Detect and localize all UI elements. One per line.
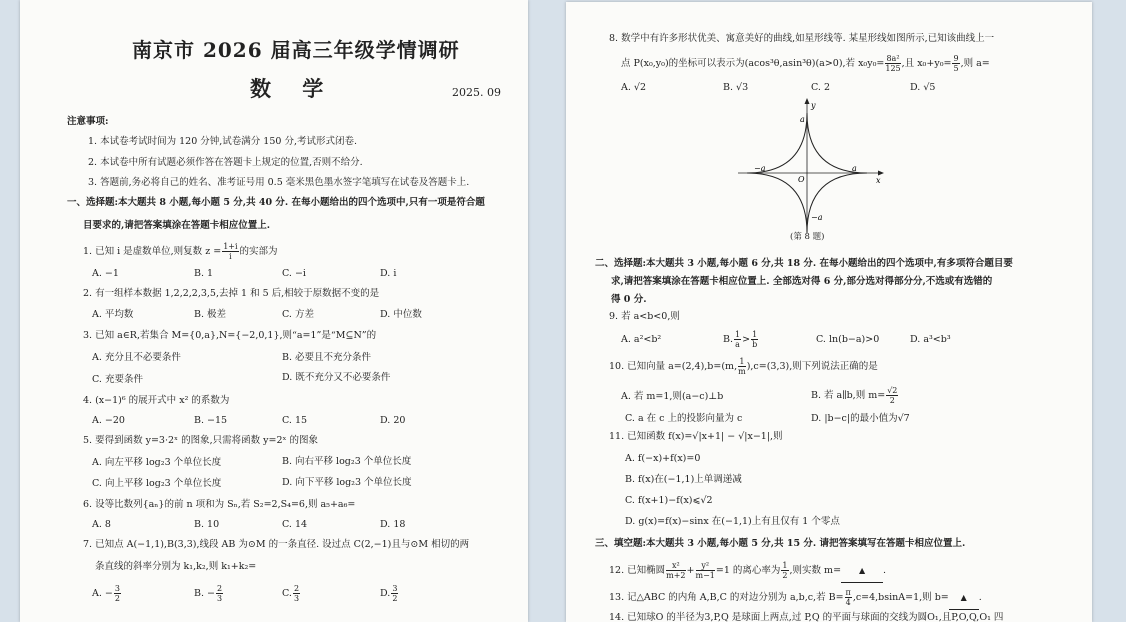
q5-option-a: A. 向左平移 log₂3 个单位长度 [92, 457, 222, 468]
bottom-neg-a-label: −a [811, 213, 823, 222]
fraction: $\frac{1+i}{i}$ [223, 242, 238, 261]
note-item: 1. 本试卷考试时间为 120 分钟,试卷满分 150 分,考试形式闭卷. [88, 136, 357, 147]
q1-option-c: C. −i [282, 268, 306, 279]
q7-option-b: B. − $\frac{2}{3}$ [194, 584, 223, 603]
q1-option-d: D. i [380, 268, 397, 279]
section1-heading-cont: 目要求的,请把答案填涂在答题卡相应位置上. [83, 220, 271, 231]
section3-heading: 三、填空题:本大题共 3 小题,每小题 5 分,共 15 分. 请把答案填写在答题卡相应位置上. [595, 538, 966, 549]
q5-option-b: B. 向右平移 log₂3 个单位长度 [282, 456, 412, 467]
x-axis-arrow [878, 171, 884, 176]
q4-option-d: D. 20 [380, 415, 406, 426]
q3-option-a: A. 充分且不必要条件 [92, 352, 181, 363]
question-7-stem-cont: 条直线的斜率分别为 k₁,k₂,则 k₁+k₂= [95, 561, 257, 572]
note-item: 3. 答题前,务必将自己的姓名、准考证号用 0.5 毫米黑色墨水签字笔填写在试卷及答题卡上. [88, 177, 470, 188]
astroid-figure [736, 96, 886, 236]
question-8-stem-cont: 点 P(x₀,y₀)的坐标可以表示为(acos³θ,asin³θ)(a>0),若 x₀y₀= $\frac{\text{8a²}}{125}$ ,且 x₀+y₀= $\frac{9}{5}$ ,则 a= [621, 54, 990, 73]
y-label: y [811, 101, 816, 110]
q2-option-a: A. 平均数 [92, 309, 134, 320]
q9-option-d: D. a³<b³ [910, 334, 951, 345]
q8-option-a: A. √2 [621, 82, 646, 93]
question-8-stem: 8. 数学中有许多形状优美、寓意美好的曲线,如星形线等. 某星形线如图所示,已知该曲线上一 [609, 33, 995, 44]
exam-page-2 [566, 2, 1092, 622]
q5-option-c: C. 向上平移 log₂3 个单位长度 [92, 478, 222, 489]
q3-option-c: C. 充要条件 [92, 374, 143, 385]
notes-heading: 注意事项: [67, 116, 109, 127]
question-13-stem: 13. 记△ABC 的内角 A,B,C 的对边分别为 a,b,c,若 B= $\frac{\pi}{4}$ ,c=4,bsinA=1,则 b= ▲ . [609, 587, 982, 610]
q6-option-c: C. 14 [282, 519, 308, 530]
section1-heading: 一、选择题:本大题共 8 小题,每小题 5 分,共 40 分. 在每小题给出的四个选项中,只有一项是符合题 [67, 197, 485, 208]
top-a-label: a [800, 115, 805, 124]
origin-label: O [798, 175, 805, 184]
q11-option-b: B. f(x)在(−1,1)上单调递减 [625, 474, 742, 485]
note-item: 2. 本试卷中所有试题必须作答在答题卡上规定的位置,否则不给分. [88, 157, 363, 168]
question-9-stem: 9. 若 a<b<0,则 [609, 311, 680, 322]
q6-option-b: B. 10 [194, 519, 220, 530]
q9-option-c: C. ln(b−a)>0 [816, 334, 880, 345]
question-7-stem: 7. 已知点 A(−1,1),B(3,3),线段 AB 为⊙M 的一条直径. 设过点 C(2,−1)且与⊙M 相切的两 [83, 539, 470, 550]
q3-option-b: B. 必要且不充分条件 [282, 352, 372, 363]
q10-option-d: D. |b−c|的最小值为√7 [811, 413, 910, 424]
q4-option-c: C. 15 [282, 415, 308, 426]
q1-option-a: A. −1 [92, 268, 119, 279]
question-6-stem: 6. 设等比数列{aₙ}的前 n 项和为 Sₙ,若 S₂=2,S₄=6,则 a₅+a₆= [83, 499, 356, 510]
question-1-stem: 1. 已知 i 是虚数单位,则复数 z = $\frac{1+i}{i}$ 的实部为 [83, 242, 278, 261]
q11-option-a: A. f(−x)+f(x)=0 [625, 453, 701, 464]
q4-option-a: A. −20 [92, 415, 125, 426]
q7-option-d: D. $\frac{3}{2}$ [380, 584, 398, 603]
question-10-stem: 10. 已知向量 a=(2,4),b=(m, $\frac{1}{m}$ ),c=(3,3),则下列说法正确的是 [609, 357, 878, 376]
q2-option-b: B. 极差 [194, 309, 227, 320]
q11-option-c: C. f(x+1)−f(x)⩽√2 [625, 495, 713, 506]
q3-option-d: D. 既不充分又不必要条件 [282, 372, 391, 383]
answer-blank: ▲ [841, 560, 883, 583]
q9-option-b: B. $\frac{1}{a}$ > $\frac{1}{b}$ [723, 330, 758, 349]
q11-option-d: D. g(x)=f(x)−sinx 在(−1,1)上有且仅有 1 个零点 [625, 516, 840, 527]
section2-heading-cont2: 得 0 分. [611, 294, 647, 305]
q10-option-a: A. 若 m=1,则(a−c)⊥b [621, 391, 724, 402]
y-axis-arrow [805, 98, 810, 104]
q1-option-b: B. 1 [194, 268, 214, 279]
q9-option-a: A. a²<b² [621, 334, 662, 345]
exam-title: 南京市 2026 届高三年级学情调研 [132, 38, 460, 62]
question-12-stem: 12. 已知椭圆 $\frac{\text{x²}}{m+2}$ + $\frac{\text{y²}}{m-1}$ =1 的离心率为 $\frac{1}{2}$ ,则实数 m= ▲ . [609, 560, 886, 583]
q2-option-d: D. 中位数 [380, 309, 422, 320]
figure-caption: (第 8 题) [790, 232, 825, 242]
q8-option-d: D. √5 [910, 82, 936, 93]
question-2-stem: 2. 有一组样本数据 1,2,2,2,3,5,去掉 1 和 5 后,相较于原数据不变的是 [83, 288, 380, 299]
exam-date: 2025. 09 [452, 86, 501, 99]
section2-heading-cont: 求,请把答案填涂在答题卡相应位置上. 全部选对得 6 分,部分选对得部分分,不选或有选错的 [611, 276, 993, 287]
q8-option-b: B. √3 [723, 82, 749, 93]
question-4-stem: 4. (x−1)⁶ 的展开式中 x² 的系数为 [83, 395, 230, 406]
q4-option-b: B. −15 [194, 415, 228, 426]
right-a-label: a [852, 164, 857, 173]
question-14-stem: 14. 已知球O 的半径为3,P,Q 是球面上两点,过 P,Q 的平面与球面的交线为圆O₁,且P,O,Q,O₁ 四 [609, 612, 1004, 622]
q2-option-c: C. 方差 [282, 309, 314, 320]
q6-option-d: D. 18 [380, 519, 406, 530]
q7-option-a: A. − $\frac{3}{2}$ [92, 584, 120, 603]
question-3-stem: 3. 已知 a∈R,若集合 M={0,a},N={−2,0,1},则“a=1”是“M⊆N”的 [83, 330, 377, 341]
subject-title: 数 学 [250, 76, 336, 101]
q10-option-c: C. a 在 c 上的投影向量为 c [625, 413, 743, 424]
q7-option-c: C. $\frac{2}{3}$ [282, 584, 300, 603]
left-neg-a-label: −a [754, 164, 766, 173]
exam-page-1 [20, 0, 528, 622]
q6-option-a: A. 8 [92, 519, 111, 530]
question-5-stem: 5. 要得到函数 y=3·2ˣ 的图象,只需将函数 y=2ˣ 的图象 [83, 435, 319, 446]
q5-option-d: D. 向下平移 log₂3 个单位长度 [282, 477, 412, 488]
answer-blank: ▲ [949, 587, 979, 610]
x-label: x [876, 176, 881, 185]
section2-heading: 二、选择题:本大题共 3 小题,每小题 6 分,共 18 分. 在每小题给出的四个选项中,有多项符合题目要 [595, 258, 1013, 269]
q10-option-b: B. 若 a∥b,则 m= $\frac{√2}{2}$ [811, 386, 898, 405]
q8-option-c: C. 2 [811, 82, 831, 93]
question-11-stem: 11. 已知函数 f(x)=√|x+1| − √|x−1|,则 [609, 431, 783, 442]
